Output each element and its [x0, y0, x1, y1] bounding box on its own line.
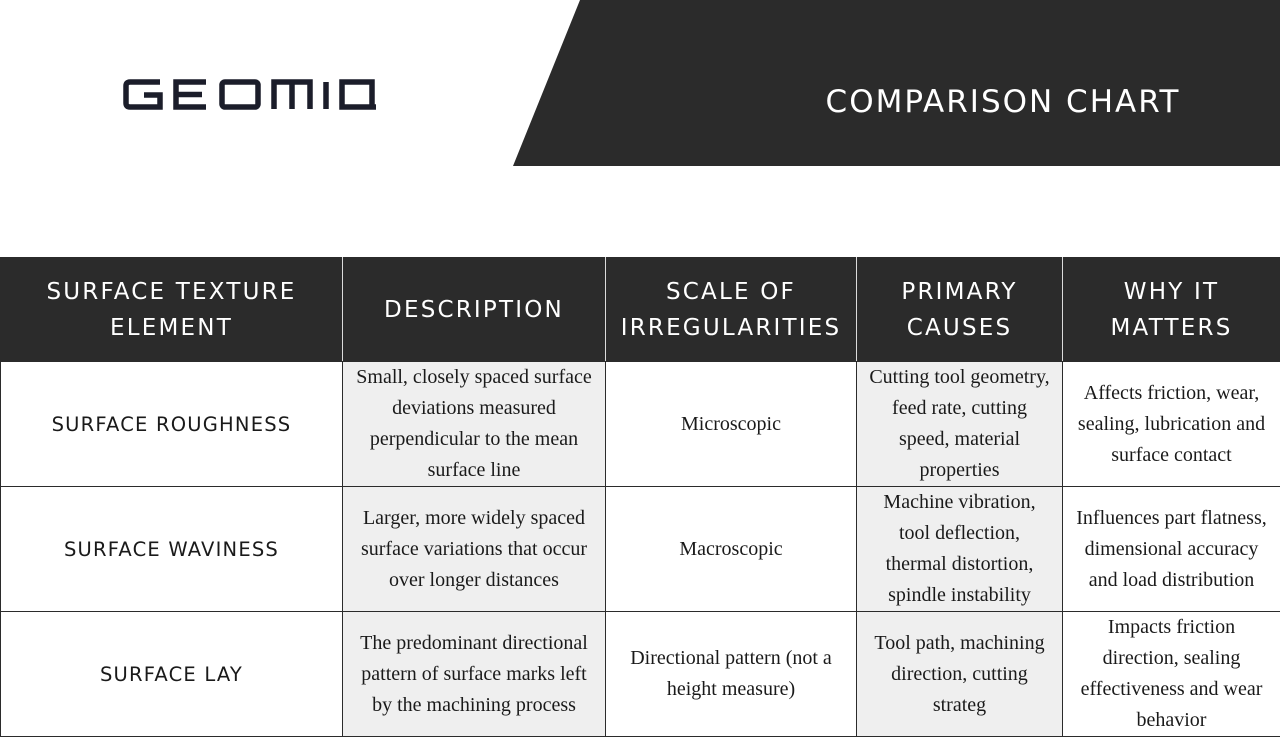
cell-causes: Tool path, machining direction, cutting strateg: [857, 612, 1063, 737]
cell-causes: Cutting tool geometry, feed rate, cutting speed, material properties: [857, 362, 1063, 487]
table-row: [1, 362, 1280, 487]
geomiq-logo: [122, 76, 378, 118]
column-header-element: SURFACE TEXTURE ELEMENT: [1, 258, 343, 362]
header-banner: [0, 0, 1280, 166]
cell-description: The predominant directional pattern of surface marks left by the machining process: [343, 612, 606, 737]
logo-wordmark: [122, 76, 378, 114]
cell-scale: Directional pattern (not a height measure): [606, 612, 857, 737]
column-header-causes: PRIMARY CAUSES: [857, 258, 1063, 362]
cell-causes: Machine vibration, tool deflection, thermal distortion, spindle instability: [857, 487, 1063, 612]
cell-description: Larger, more widely spaced surface variations that occur over longer distances: [343, 487, 606, 612]
cell-description: Small, closely spaced surface deviations measured perpendicular to the mean surface line: [343, 362, 606, 487]
comparison-table: [0, 257, 1280, 737]
cell-why: Influences part flatness, dimensional accuracy and load distribution: [1063, 487, 1280, 612]
row-label-lay: SURFACE LAY: [1, 612, 343, 737]
cell-scale: Microscopic: [606, 362, 857, 487]
row-label-roughness: SURFACE ROUGHNESS: [1, 362, 343, 487]
cell-why: Impacts friction direction, sealing effectiveness and wear behavior: [1063, 612, 1280, 737]
cell-scale: Macroscopic: [606, 487, 857, 612]
table-row: [1, 487, 1280, 612]
column-header-why: WHY IT MATTERS: [1063, 258, 1280, 362]
row-label-waviness: SURFACE WAVINESS: [1, 487, 343, 612]
comparison-table-wrapper: [0, 257, 1280, 737]
table-row: [1, 612, 1280, 737]
column-header-description: DESCRIPTION: [343, 258, 606, 362]
table-header-row: [1, 258, 1280, 362]
cell-why: Affects friction, wear, sealing, lubrication and surface contact: [1063, 362, 1280, 487]
page-title: COMPARISON CHART: [760, 82, 1246, 122]
column-header-scale: SCALE OF IRREGULARITIES: [606, 258, 857, 362]
